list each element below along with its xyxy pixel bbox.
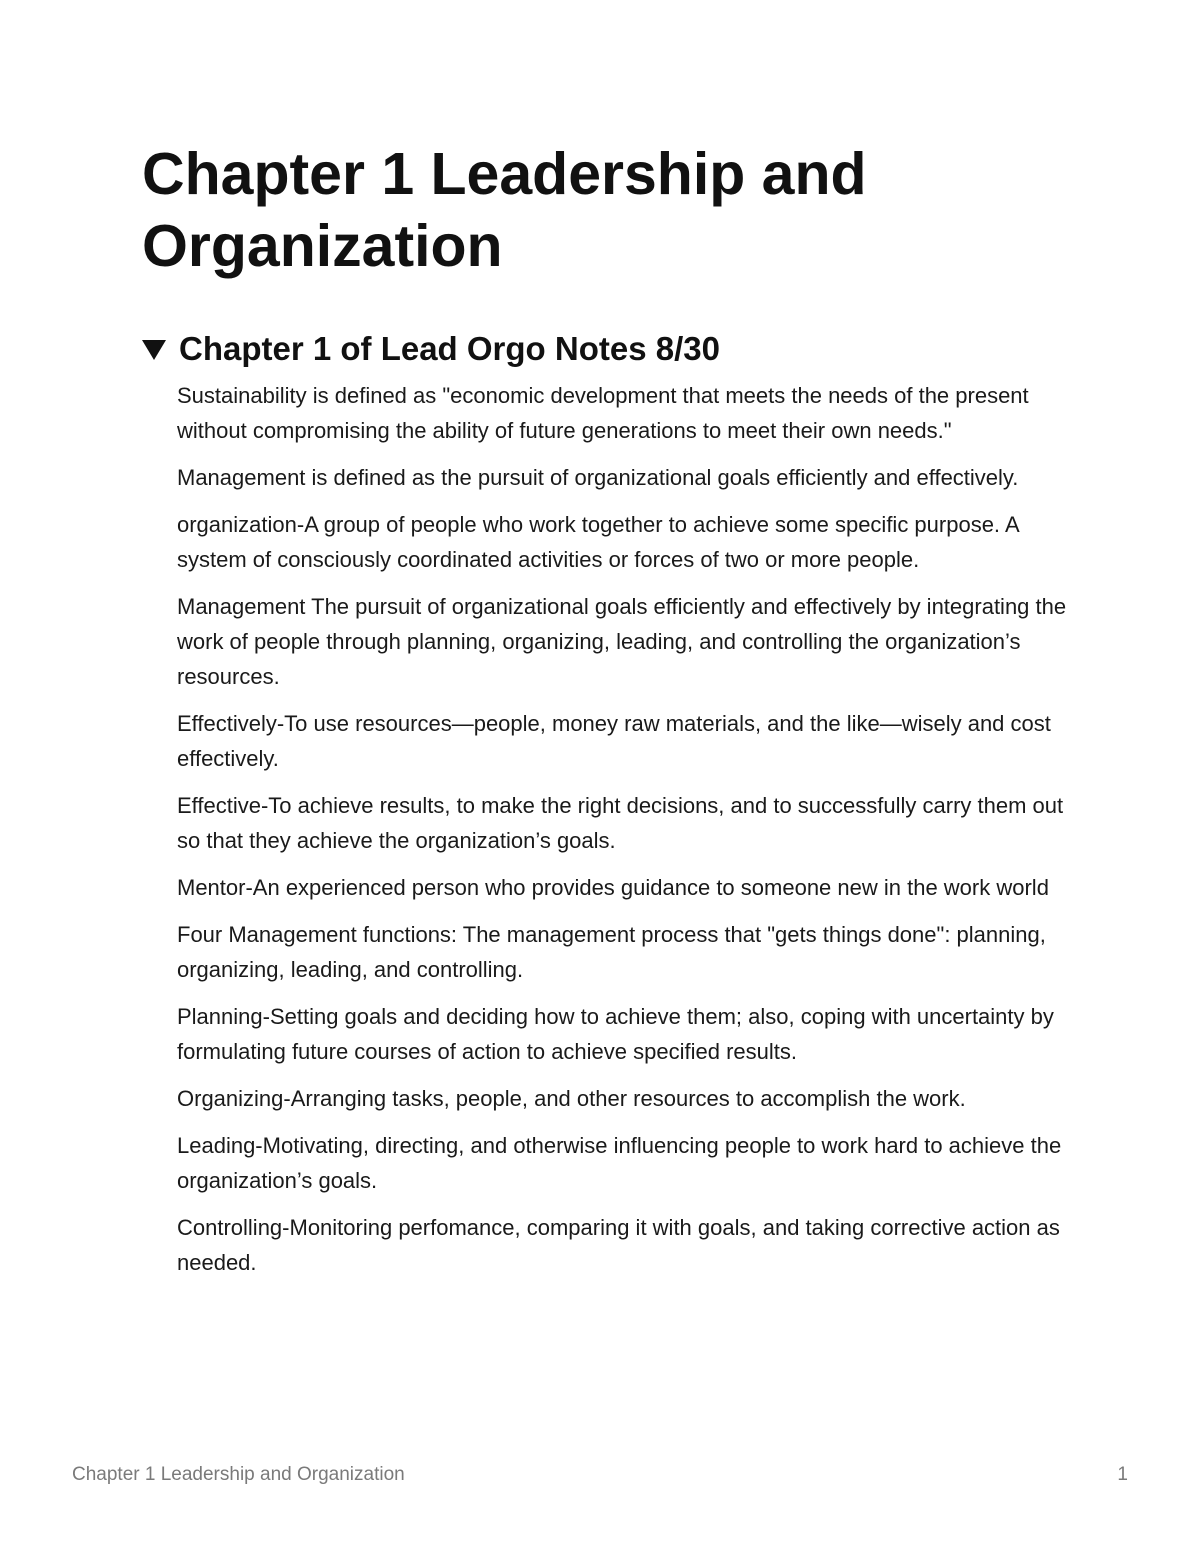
note-paragraph: Mentor-An experienced person who provides guidance to someone new in the work world [177, 875, 1049, 900]
note-paragraph: Leading-Motivating, directing, and otherwise influencing people to work hard to achieve the organization’s goals. [177, 1133, 1062, 1193]
note-paragraph: organization-A group of people who work together to achieve some specific purpose. A system of consciously coordinated activities or forces of two or more people. [177, 512, 1019, 572]
footer-title: Chapter 1 Leadership and Organization [72, 1464, 405, 1485]
triangle-down-icon[interactable] [142, 340, 166, 360]
note-paragraph: Controlling-Monitoring perfomance, comparing it with goals, and taking corrective action as needed. [177, 1215, 1060, 1275]
note-paragraph: Management is defined as the pursuit of organizational goals efficiently and effectively. [177, 465, 1019, 490]
note-paragraph: Management The pursuit of organizational goals efficiently and effectively by integrating the work of people through planning, organizing, leading, and controlling the organization’s resources. [177, 594, 1067, 689]
notes-list [177, 378, 1072, 1280]
note-paragraph: Effectively-To use resources—people, money raw materials, and the like—wisely and cost effectively. [177, 711, 1051, 771]
note-paragraph: Organizing-Arranging tasks, people, and other resources to accomplish the work. [177, 1086, 966, 1111]
note-paragraph: Effective-To achieve results, to make the right decisions, and to successfully carry them out so that they achieve the organization’s goals. [177, 793, 1064, 853]
section-title: Chapter 1 of Lead Orgo Notes 8/30 [179, 330, 720, 367]
note-paragraph: Sustainability is defined as "economic development that meets the needs of the present without compromising the ability of future generations to meet their own needs." [177, 383, 1029, 443]
page-footer [72, 1464, 1128, 1486]
page-title: Chapter 1 Leadership and Organization [142, 141, 867, 279]
note-paragraph: Four Management functions: The management process that "gets things done": planning, organizing, leading, and controlling. [177, 922, 1046, 982]
note-paragraph: Planning-Setting goals and deciding how to achieve them; also, coping with uncertainty by formulating future courses of action to achieve specified results. [177, 1004, 1054, 1064]
page-number: 1 [1117, 1464, 1128, 1485]
toggle-heading[interactable] [142, 322, 1072, 376]
toggle-section [142, 322, 1072, 1296]
